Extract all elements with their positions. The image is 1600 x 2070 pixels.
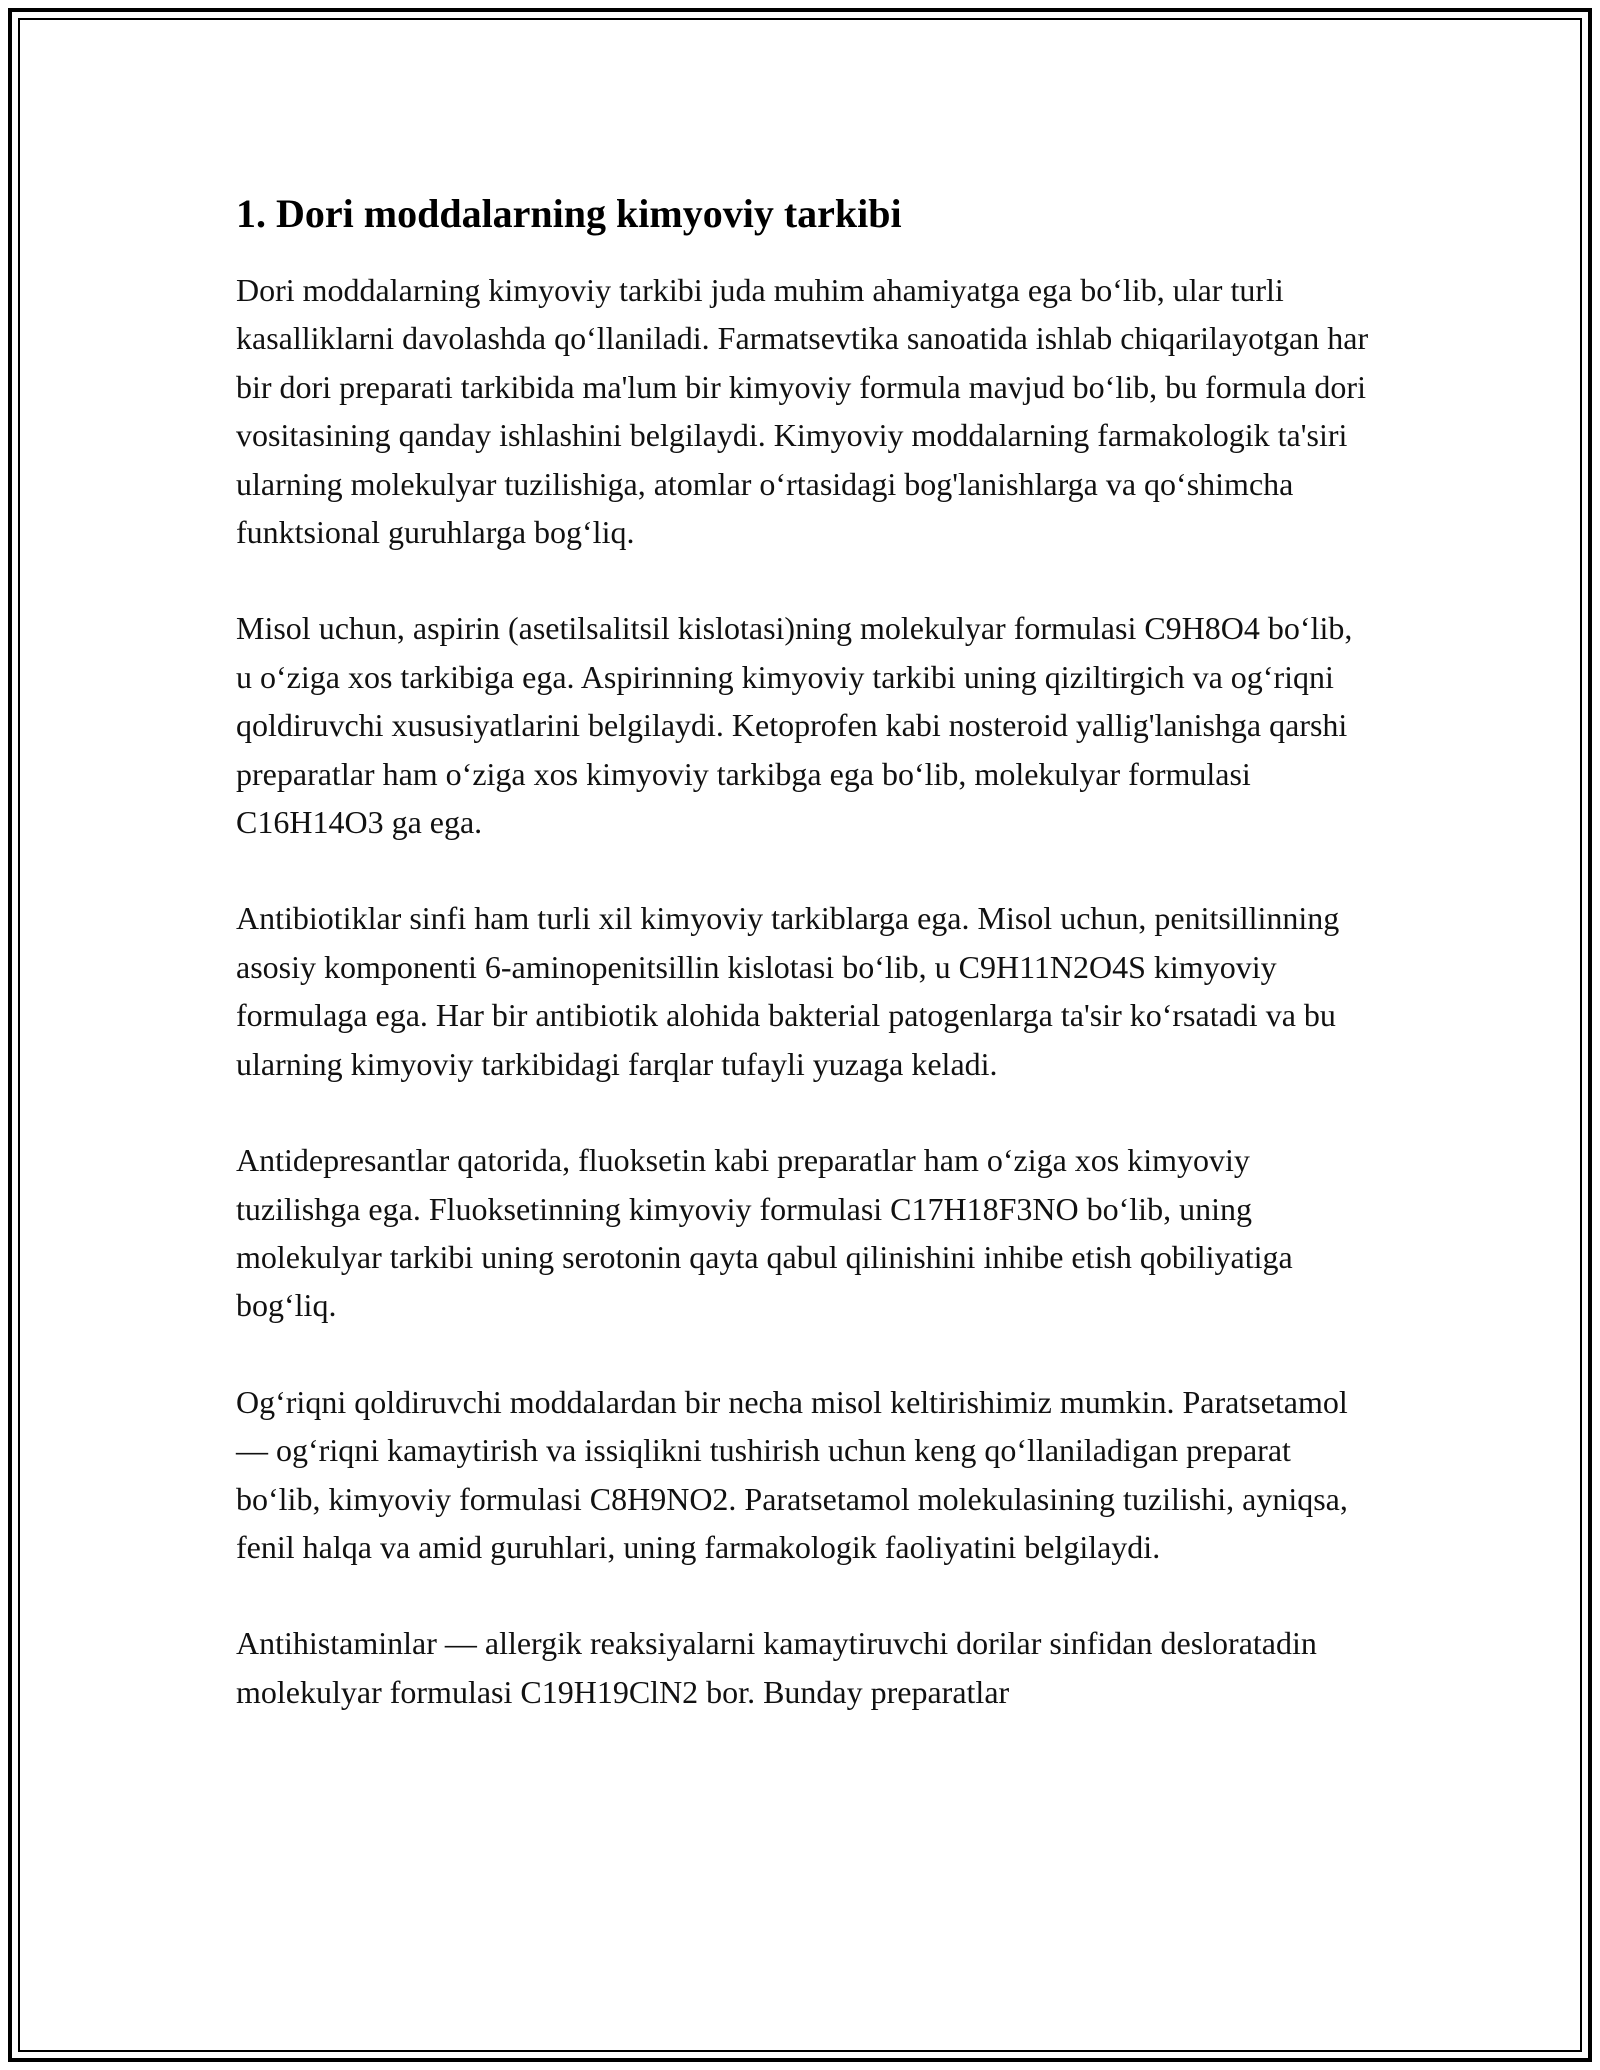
paragraph-antibiotics: Antibiotiklar sinfi ham turli xil kimyoviy tarkiblarga ega. Misol uchun, penitsillinning asosiy komponenti 6-aminopenitsillin kislotasi bo‘lib, u C9H11N2O4S kimyoviy formulaga ega. Har bir antibiotik alohida bakterial patogenlarga ta'sir ko‘rsatadi va bu ularning kimyoviy tarkibidagi farqlar tufayli yuzaga keladi. xyxy=(236,900,1340,1082)
paragraph-aspirin: Misol uchun, aspirin (asetilsalitsil kislotasi)ning molekulyar formulasi C9H8O4 bo‘lib, u o‘ziga xos tarkibiga ega. Aspirinning kimyoviy tarkibi uning qiziltirgich va og‘riqni qoldiruvchi xususiyatlarini belgilaydi. Ketoprofen kabi nosteroid yallig'lanishga qarshi preparatlar ham o‘ziga xos kimyoviy tarkibga ega bo‘lib, molekulyar formulasi C16H14O3 ga ega. xyxy=(236,610,1353,841)
paragraph-antihistamines: Antihistaminlar — allergik reaksiyalarni kamaytiruvchi dorilar sinfidan desloratadin molekulyar formulasi C19H19ClN2 bor. Bunday preparatlar xyxy=(236,1625,1317,1710)
document-body xyxy=(236,186,1376,1764)
paragraph-antidepressants: Antidepresantlar qatorida, fluoksetin kabi preparatlar ham o‘ziga xos kimyoviy tuzilishga ega. Fluoksetinning kimyoviy formulasi C17H18F3NO bo‘lib, uning molekulyar tarkibi uning serotonin qayta qabul qilinishini inhibe etish qobiliyatiga bog‘liq. xyxy=(236,1142,1293,1324)
section-heading: 1. Dori moddalarning kimyoviy tarkibi xyxy=(236,191,902,236)
paragraph-analgesics: Og‘riqni qoldiruvchi moddalardan bir necha misol keltirishimiz mumkin. Paratsetamol — og‘riqni kamaytirish va issiqlikni tushirish uchun keng qo‘llaniladigan preparat bo‘lib, kimyoviy formulasi C8H9NO2. Paratsetamol molekulasining tuzilishi, ayniqsa, fenil halqa va amid guruhlari, uning farmakologik faoliyatini belgilaydi. xyxy=(236,1383,1348,1565)
paragraph-intro: Dori moddalarning kimyoviy tarkibi juda muhim ahamiyatga ega bo‘lib, ular turli kasalliklarni davolashda qo‘llaniladi. Farmatsevtika sanoatida ishlab chiqarilayotgan har bir dori preparati tarkibida ma'lum bir kimyoviy formula mavjud bo‘lib, bu formula dori vositasining qanday ishlashini belgilaydi. Kimyoviy moddalarning farmakologik ta'siri ularning molekulyar tuzilishiga, atomlar o‘rtasidagi bog'lanishlarga va qo‘shimcha funktsional guruhlarga bog‘liq. xyxy=(236,272,1369,551)
